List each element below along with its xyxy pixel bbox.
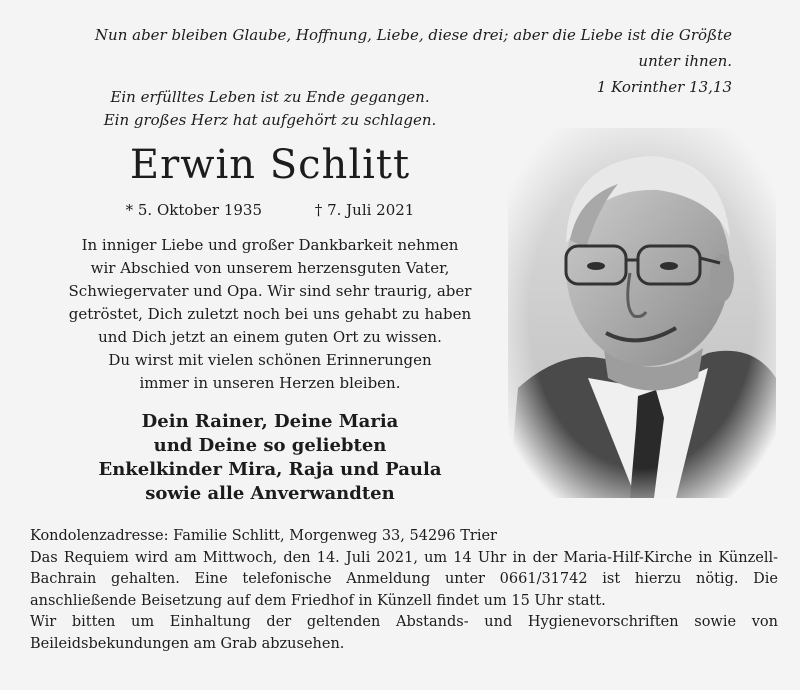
message-line: immer in unseren Herzen bleiben. <box>139 374 401 392</box>
farewell-message <box>40 234 500 395</box>
death-date: † 7. Juli 2021 <box>314 201 415 219</box>
motto-line: Ein großes Herz hat aufgehört zu schlagen. <box>103 111 437 129</box>
mourners-signoff <box>40 410 500 506</box>
signoff-line: Dein Rainer, Deine Maria <box>141 411 399 432</box>
message-line: In inniger Liebe und großer Dankbarkeit nehmen <box>81 236 459 254</box>
condolence-address: Kondolenzadresse: Familie Schlitt, Morgenweg 33, 54296 Trier <box>30 528 497 544</box>
signoff-line: und Deine so geliebten <box>153 435 387 456</box>
deceased-name: Erwin Schlitt <box>129 142 411 188</box>
message-line: getröstet, Dich zuletzt noch bei uns gehabt zu haben <box>68 305 472 323</box>
portrait-photo <box>508 128 776 498</box>
message-line: und Dich jetzt an einem guten Ort zu wissen. <box>98 328 442 346</box>
signoff-line: sowie alle Anverwandten <box>145 483 395 504</box>
birth-date: * 5. Oktober 1935 <box>125 201 263 219</box>
hygiene-request: Wir bitten um Einhaltung der geltenden Abstands- und Hygienevorschriften sowie von Beileidsbekundungen am Grab abzusehen. <box>30 614 778 652</box>
verse-reference: 1 Korinther 13,13 <box>596 78 732 96</box>
funeral-information <box>30 526 778 655</box>
verse-text: Nun aber bleiben Glaube, Hoffnung, Liebe, diese drei; aber die Liebe ist die Größte unter ihnen. <box>94 26 732 70</box>
message-line: wir Abschied von unserem herzensguten Vater, <box>90 259 450 277</box>
life-dates <box>60 200 480 220</box>
signoff-line: Enkelkinder Mira, Raja und Paula <box>98 459 442 480</box>
motto <box>60 86 480 132</box>
requiem-details: Das Requiem wird am Mittwoch, den 14. Juli 2021, um 14 Uhr in der Maria-Hilf-Kirche in Künzell-Bachrain gehalten. Eine telefonische Anmeldung unter 0661/31742 ist hierzu nötig. Die anschließende Beisetzung auf dem Friedhof in Künzell findet um 15 Uhr statt. <box>30 549 778 609</box>
motto-line: Ein erfülltes Leben ist zu Ende gegangen. <box>110 88 430 106</box>
message-line: Schwiegervater und Opa. Wir sind sehr traurig, aber <box>68 282 472 300</box>
message-line: Du wirst mit vielen schönen Erinnerungen <box>108 351 432 369</box>
